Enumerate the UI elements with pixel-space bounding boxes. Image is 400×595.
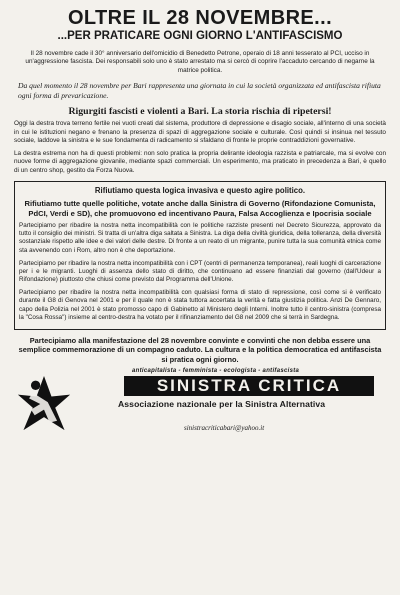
box-heading: Rifiutiamo questa logica invasiva e questo agire politico. xyxy=(94,186,306,196)
section-paragraph-1: Oggi la destra trova terreno fertile nei vuoti creati dal sistema, produttore di depressione e disagio sociale, all'interno di una società in cui le istituzioni negano e frenano la presenza di spazi di aggregazione sociale e culturale. Così quindi si insinua nel tessuto sociale, laddove la sinistra e le sue fondamenta di radicamento si sfaldano di fronte le proprie contraddizioni governative. xyxy=(14,120,386,145)
box-paragraph-3: Partecipiamo per ribadire la nostra netta incompatibilità con qualsiasi forma di stato di repressione, così come si è verificato durante il G8 di Genova nel 2001 e per il quale non è stata tuttora accertata la verità e fatta giustizia politica. Anzi De Gennaro, capo della Polizia nel 2001 è stato promosso capo di Gabinetto al Ministero degli Interni. Inoltre tutto il centro-sinistra (compresa la "Cosa Rossa") insieme al centro-destra ha votato per il rifinanziamento del G8 nel 2009 che si terrà in Sardegna. xyxy=(19,289,381,321)
page-title: OLTRE IL 28 NOVEMBRE... xyxy=(67,7,333,29)
star-icon xyxy=(16,374,72,434)
section-heading: Rigurgiti fascisti e violenti a Bari. La storia rischia di ripetersi! xyxy=(68,106,332,118)
box-lead-paragraph: Rifiutiamo tutte quelle politiche, votate anche dalla Sinistra di Governo (Rifondazione Comunista, PdCI, Verdi e SD), che promuovono ed incentivano Paura, Falsa Accoglienza e Ipocrisia sociale xyxy=(24,199,376,218)
contact-email[interactable]: sinistracriticabari@yahoo.it xyxy=(184,424,265,433)
footer-tagline: anticapitalista - femminista - ecologista - antifascista xyxy=(132,368,300,375)
box-paragraph-2: Partecipiamo per ribadire la nostra netta incompatibilità con i CPT (centri di permanenza temporanea), reali luoghi di carcerazione per i e le migranti. Luoghi di assenza dello stato di diritto, che continuano ad essere finanziati dal governo (dall'Udeur a Rifondazione) piuttosto che chiusi come previsto dal Programma dell'Unione. xyxy=(19,259,381,284)
page-subtitle: ...PER PRATICARE OGNI GIORNO L'ANTIFASCISMO xyxy=(57,30,343,42)
closing-paragraph: Partecipiamo alla manifestazione del 28 novembre convinte e convinti che non debba essere una semplice commemorazione di un compagno caduto. La cultura e la politica democratica ed antifascista si pratica ogni giorno. xyxy=(18,335,382,364)
intro-italic-paragraph: Da quel momento il 28 novembre per Bari rappresenta una giornata in cui la società organizzata ed antifascista rifiuta ogni forma di prevaricazione. xyxy=(18,81,381,100)
section-paragraph-2: La destra estrema non ha di questi problemi: non solo pratica la propria delirante ideologia razzista e patriarcale, ma si evolve con nuove forme di aggregazione giovanile, mediante spazi commerciali. Un esperimento, ma praticato in precedenza a Bari, è quello di un centro shop, gestito da Forza Nuova. xyxy=(14,149,386,174)
framed-box xyxy=(14,181,386,330)
intro-paragraph: Il 28 novembre cade il 30° anniversario dell'omicidio di Benedetto Petrone, operaio di 18 anni tesserato al PCI, ucciso in un'aggressione fascista. Dei responsabili solo uno è stato arrestato ma si cercò di coprire l'accaduto cercando di negarne la matrice politica. xyxy=(25,50,375,74)
association-name: Associazione nazionale per la Sinistra Alternativa xyxy=(118,399,326,410)
sinistra-critica-logo: SINISTRA CRITICA xyxy=(124,376,374,396)
box-paragraph-1: Partecipiamo per ribadire la nostra netta incompatibilità con le politiche razziste presenti nel Decreto Sicurezza, approvato da tutto il consiglio dei ministri. Si tratta di un'altra diga saltata a Sinistra. La diga della civiltà giuridica, della tolleranza, della diversità sostanziale rispetto alle idee e dei valori delle destre. Di fronte a un reato di un migrante, punire tutta la sua comunità etnica come sta avvenendo con i Rom, altro non è che deportazione. xyxy=(19,222,381,254)
footer xyxy=(14,368,386,438)
